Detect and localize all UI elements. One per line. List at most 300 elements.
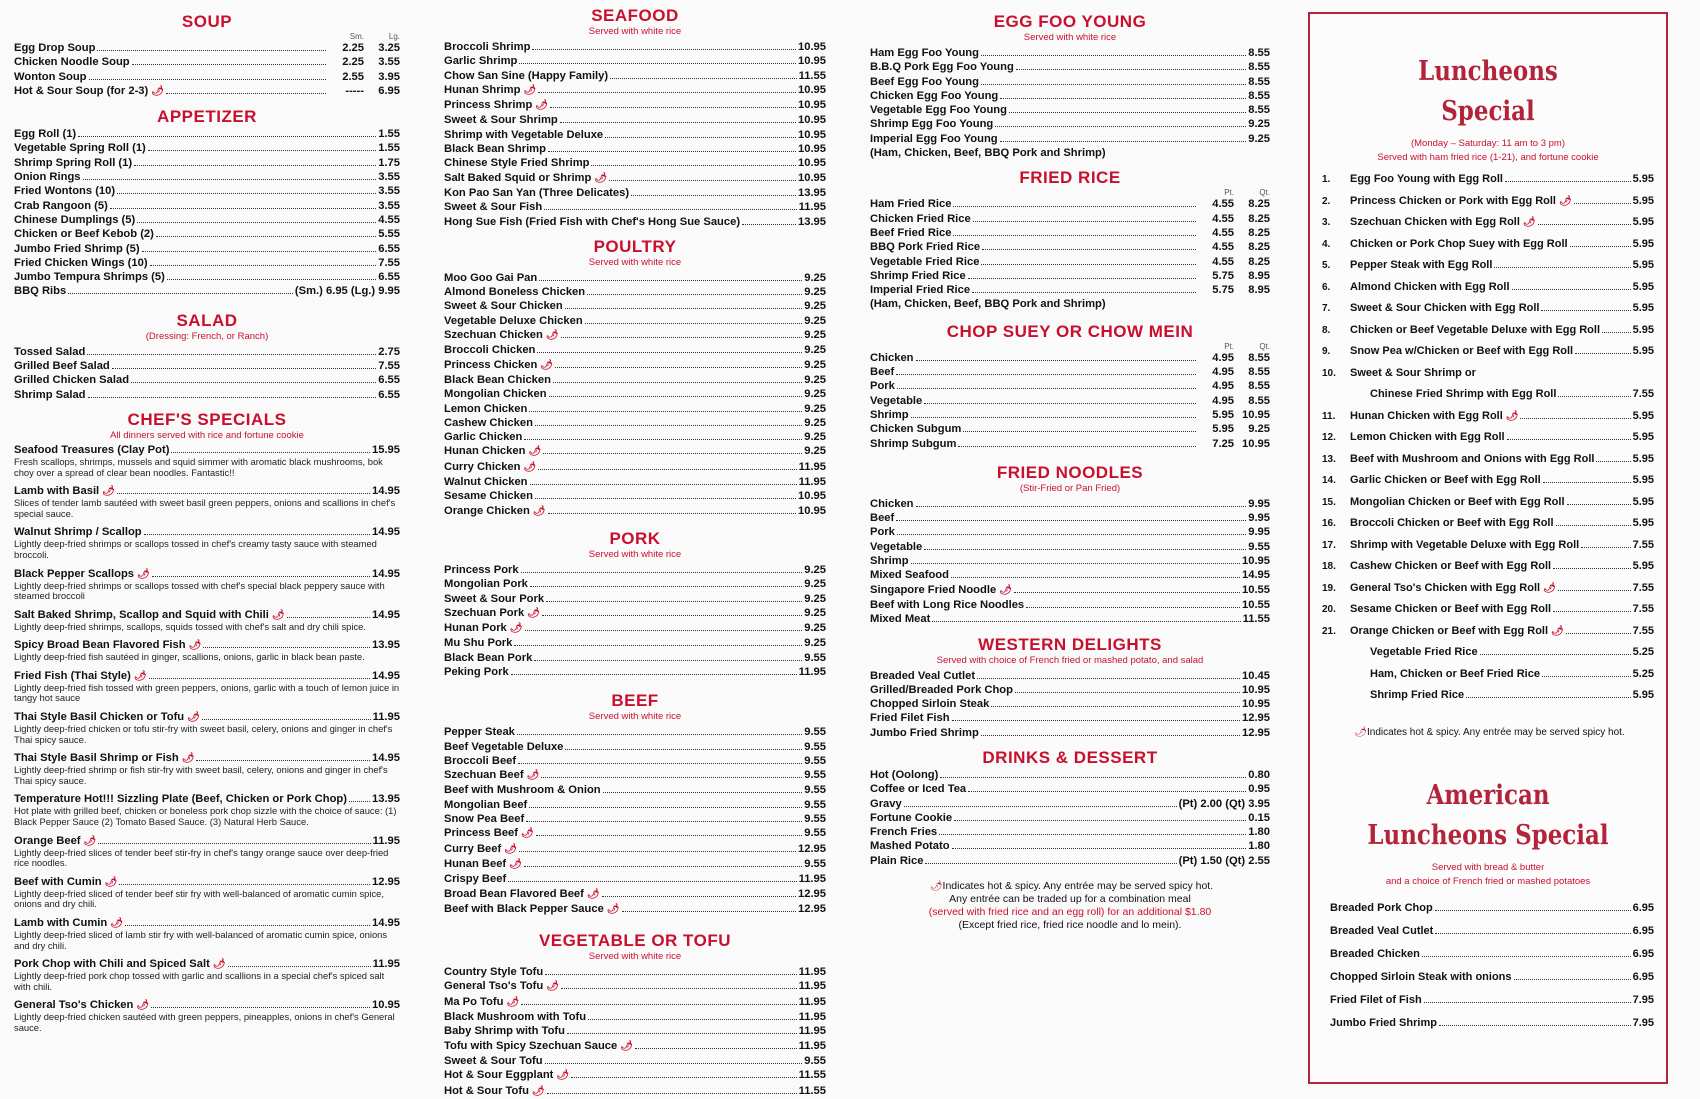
dot-leader	[567, 1033, 797, 1034]
menu-item	[870, 103, 1270, 117]
menu-item	[870, 351, 1270, 365]
dot-leader	[137, 222, 376, 223]
dot-leader	[538, 92, 796, 93]
item-name: Onion Rings	[14, 171, 81, 184]
dot-leader	[1015, 692, 1240, 693]
menu-section	[14, 311, 400, 402]
item-price: 11.95	[798, 966, 826, 979]
item-name: Shrimp	[870, 408, 909, 421]
item-name: Grilled/Breaded Pork Chop	[870, 683, 1013, 696]
menu-item	[870, 768, 1270, 782]
dot-leader	[1602, 332, 1631, 333]
chili-icon: 🌶	[136, 1000, 150, 1012]
menu-item	[444, 979, 826, 994]
item-name: Beef Vegetable Deluxe	[444, 740, 564, 753]
item-price: 4.55	[378, 213, 400, 226]
item-name: Breaded Chicken	[1330, 947, 1420, 960]
menu-item	[444, 128, 826, 142]
dot-leader	[553, 382, 802, 383]
luncheon-item	[1322, 492, 1654, 514]
item-name: Sweet & Sour Pork	[444, 592, 545, 605]
item-price: 0.95	[1248, 783, 1270, 796]
dot-leader	[83, 179, 377, 180]
item-name: Wonton Soup	[14, 70, 87, 83]
item-name: Sweet & Sour Shrimp or	[1350, 366, 1476, 379]
menu-item	[444, 768, 826, 783]
item-name: Curry Beef	[444, 842, 502, 855]
item-name: Beef with Mushroom and Onions with Egg Roll	[1350, 452, 1595, 465]
item-number: 20.	[1322, 604, 1336, 615]
item-price: 1.80	[1248, 826, 1270, 839]
chili-icon: 🌶	[188, 640, 202, 652]
item-price-large: 8.25	[1248, 241, 1270, 254]
dot-leader	[1574, 203, 1631, 204]
item-price: 8.55	[1248, 75, 1270, 88]
item-price-small: 4.55	[1212, 226, 1234, 239]
item-price: 11.55	[798, 69, 826, 82]
dot-leader	[897, 388, 1196, 389]
menu-item	[870, 697, 1270, 711]
item-price: 9.25	[804, 329, 826, 342]
item-price: 7.55	[1632, 538, 1654, 551]
dot-leader	[117, 193, 376, 194]
menu-item	[444, 40, 826, 54]
menu-item	[444, 186, 826, 200]
dot-leader	[981, 735, 1240, 736]
item-price: 1.80	[1248, 840, 1270, 853]
item-name: Grilled Chicken Salad	[14, 374, 130, 387]
item-name: Garlic Chicken	[444, 431, 523, 444]
dot-leader	[953, 206, 1196, 207]
luncheon-item	[1322, 621, 1654, 643]
dot-leader	[605, 137, 796, 138]
item-name: Broccoli Shrimp	[444, 41, 531, 53]
item-price: 11.55	[1242, 613, 1270, 626]
item-name: Shrimp Subgum	[870, 437, 957, 450]
item-price: 9.25	[804, 300, 826, 313]
chili-icon: 🌶	[586, 888, 600, 900]
menu-item	[14, 256, 400, 270]
dot-leader	[904, 806, 1177, 807]
item-name: Fried Fish (Thai Style)	[14, 669, 131, 682]
chili-icon: 🌶	[523, 84, 537, 96]
dot-leader	[78, 136, 376, 137]
luncheon-item	[1322, 277, 1654, 299]
item-name: Garlic Shrimp	[444, 55, 518, 68]
item-description: Lightly deep-fried shrimps, scallops, squids tossed with chef's salt and dry chili spice.	[14, 620, 366, 632]
dot-leader	[585, 323, 803, 324]
dot-leader	[1435, 933, 1630, 934]
dot-leader	[89, 79, 327, 80]
menu-item	[14, 670, 400, 683]
menu-item	[870, 598, 1270, 612]
size-pint: Pt.	[1224, 188, 1234, 198]
dot-leader	[535, 498, 796, 499]
item-name: Chicken	[870, 351, 914, 364]
item-name: Crispy Beef	[444, 873, 507, 886]
item-price-small: 4.95	[1212, 380, 1234, 393]
dot-leader	[981, 264, 1196, 265]
item-name: Breaded Pork Chop	[1330, 901, 1433, 914]
menu-item	[444, 783, 826, 797]
item-name: General Tso's Tofu	[444, 980, 544, 993]
item-name: Black Bean Chicken	[444, 373, 551, 386]
dot-leader	[88, 397, 377, 398]
item-name: Hot (Oolong)	[870, 768, 939, 781]
item-price: 5.95	[1632, 517, 1654, 529]
luncheon-item	[1322, 513, 1654, 535]
section-title: BEEF	[611, 691, 659, 711]
item-name: Chicken Noodle Soup	[14, 56, 130, 69]
american-sub-2: and a choice of French fried or mashed potatoes	[1385, 875, 1591, 887]
dot-leader	[924, 403, 1196, 404]
item-description: Lightly deep-fried shrimps or scallops tossed in chef's creamy tasty sauce with steamed broccoli.	[14, 538, 377, 560]
item-name: Fried Wontons (10)	[14, 185, 116, 198]
menu-item	[14, 359, 400, 373]
item-price: 9.25	[804, 445, 826, 458]
dot-leader	[1000, 141, 1247, 142]
item-name: Hunan Shrimp	[444, 83, 521, 96]
item-name: Sweet & Sour Chicken with Egg Roll	[1350, 302, 1540, 314]
item-number: 10.	[1322, 367, 1336, 379]
menu-item	[14, 876, 400, 889]
item-name: Garlic Chicken or Beef with Egg Roll	[1350, 474, 1541, 486]
item-price: 14.95	[372, 752, 400, 765]
menu-item	[444, 1010, 826, 1024]
dot-leader	[561, 337, 803, 338]
luncheon-item	[1322, 191, 1654, 213]
item-price: 12.95	[798, 902, 826, 915]
section-subtitle: (Dressing: French, or Ranch)	[145, 330, 269, 342]
dot-leader	[535, 425, 802, 426]
item-price: 11.95	[798, 995, 826, 1008]
item-name: Pepper Steak	[444, 726, 515, 739]
size-header	[14, 32, 400, 41]
item-name: Shrimp with Vegetable Deluxe with Egg Roll	[1350, 538, 1580, 551]
item-name: Black Mushroom with Tofu	[444, 1011, 587, 1024]
dot-leader	[1520, 418, 1630, 419]
menu-section	[444, 529, 826, 679]
chili-icon: 🌶	[594, 172, 608, 184]
item-name: Szechuan Chicken	[444, 329, 543, 342]
menu-section	[870, 748, 1270, 868]
item-price: 14.95	[372, 567, 400, 580]
item-name: Mongolian Chicken or Beef with Egg Roll	[1350, 495, 1565, 508]
menu-item	[444, 387, 826, 401]
item-price: 9.55	[804, 726, 826, 739]
chili-icon: 🌶	[1505, 410, 1519, 422]
american-item	[1322, 943, 1654, 966]
item-name: Sweet & Sour Fish	[444, 201, 543, 214]
size-quart: Qt.	[1259, 341, 1270, 351]
section-title: CHOP SUEY OR CHOW MEIN	[946, 321, 1194, 341]
item-price: (Sm.) 6.95 (Lg.) 9.95	[294, 285, 400, 298]
item-name: Vegetable Spring Roll (1)	[14, 142, 146, 155]
menu-item	[444, 1068, 826, 1083]
dot-leader	[555, 367, 802, 368]
dot-leader	[151, 1007, 370, 1008]
item-name: Egg Roll (1)	[14, 128, 77, 141]
menu-item	[870, 726, 1270, 740]
dot-leader	[150, 265, 377, 266]
item-price: 7.55	[378, 360, 400, 373]
item-price: 11.95	[798, 873, 826, 886]
item-price: 11.95	[798, 1011, 826, 1024]
item-name: Salt Baked Shrimp, Scallop and Squid with Chili	[14, 608, 269, 621]
item-price-small: 4.55	[1212, 255, 1234, 268]
item-price: 9.55	[804, 827, 826, 840]
dot-leader	[287, 617, 370, 618]
item-name: Broccoli Chicken	[444, 344, 536, 357]
menu-item	[444, 489, 826, 503]
item-name: Kon Pao San Yan (Three Delicates)	[444, 186, 630, 199]
item-name: Mongolian Pork	[444, 578, 528, 591]
item-price: 6.55	[378, 374, 400, 387]
menu-item	[870, 365, 1270, 379]
dot-leader	[545, 974, 796, 975]
item-name: General Tso's Chicken	[14, 999, 134, 1012]
item-price: 3.55	[378, 171, 400, 184]
dot-leader	[916, 360, 1196, 361]
menu-item	[444, 965, 826, 979]
dot-leader	[603, 792, 803, 793]
menu-item	[444, 373, 826, 387]
item-description: Lightly deep-fried sliced of tender beef stir fry with well-balanced of aromatic cumin spice, onions and dry chili.	[14, 887, 384, 910]
dot-leader	[924, 549, 1246, 550]
menu-item	[870, 226, 1270, 240]
item-name: Curry Chicken	[444, 460, 521, 473]
menu-item	[14, 373, 400, 387]
chili-icon: 🌶	[151, 85, 164, 97]
size-large: Lg.	[388, 32, 400, 41]
item-name: Lemon Chicken	[444, 402, 528, 415]
item-name: Chicken	[870, 497, 914, 510]
item-price: 0.80	[1248, 768, 1270, 781]
chili-icon: 🌶	[1543, 582, 1556, 594]
menu-item	[14, 127, 400, 141]
chili-icon: 🌶	[528, 446, 542, 458]
menu-item	[444, 69, 826, 83]
item-price: 5.95	[1632, 216, 1654, 228]
menu-item	[14, 70, 400, 84]
item-name: Ham Fried Rice	[870, 198, 952, 211]
section-subtitle: All dinners served with rice and fortune cookie	[110, 429, 304, 441]
item-price: 9.55	[804, 740, 826, 753]
item-name: French Fries	[870, 826, 938, 839]
item-name: Mashed Potato	[870, 840, 950, 853]
chili-icon: 🌶	[545, 330, 559, 342]
menu-item	[444, 98, 826, 113]
footer-line-1	[870, 880, 1270, 893]
menu-column-2	[444, 8, 826, 1099]
menu-item	[444, 215, 826, 229]
menu-column-3	[870, 8, 1270, 932]
item-name: Vegetable Deluxe Chicken	[444, 314, 583, 327]
item-price: 11.95	[798, 460, 826, 473]
menu-section	[870, 12, 1270, 160]
menu-item	[444, 444, 826, 459]
menu-item	[870, 437, 1270, 451]
chili-icon: 🌶	[1354, 726, 1367, 738]
luncheon-item	[1322, 406, 1654, 428]
item-name: Gravy	[870, 797, 902, 810]
item-price: 15.95	[372, 443, 400, 456]
menu-item	[870, 240, 1270, 254]
item-price: 9.55	[804, 857, 826, 870]
dot-leader	[1009, 112, 1246, 113]
menu-item	[444, 842, 826, 857]
item-name: Pork	[870, 380, 895, 393]
luncheon-extra	[1322, 642, 1654, 664]
item-price: 6.55	[378, 271, 400, 284]
menu-item	[870, 854, 1270, 868]
dot-leader	[539, 280, 802, 281]
dot-leader	[142, 251, 377, 252]
item-price: 11.95	[798, 201, 826, 214]
item-name: Fried Chicken Wings (10)	[14, 256, 148, 269]
dot-leader	[1570, 246, 1631, 247]
item-name: Beef	[870, 366, 895, 379]
item-price: 9.25	[804, 416, 826, 429]
item-name: Lamb with Basil	[14, 485, 100, 498]
dot-leader	[916, 506, 1247, 507]
menu-item	[870, 255, 1270, 269]
section-subtitle: (Stir-Fried or Pan Fried)	[1019, 482, 1121, 494]
dot-leader	[521, 572, 803, 573]
luncheon-item	[1322, 341, 1654, 363]
luncheon-item	[1322, 470, 1654, 492]
chili-icon: 🌶	[509, 858, 522, 870]
menu-item	[870, 525, 1270, 539]
dot-leader	[97, 50, 326, 51]
menu-item	[14, 184, 400, 198]
item-name: Lemon Chicken with Egg Roll	[1350, 431, 1505, 443]
item-number: 4.	[1322, 238, 1331, 250]
dot-leader	[110, 208, 376, 209]
item-description: Lightly deep-fried fish sautéed in ginger, scallions, onions, garlic in black bean paste.	[14, 651, 365, 663]
item-price: 10.95	[798, 83, 826, 96]
item-name: Beef with Cumin	[14, 875, 102, 888]
item-price: 9.25	[804, 358, 826, 371]
menu-item	[444, 665, 826, 679]
chili-icon: 🌶	[521, 828, 534, 840]
dot-leader	[610, 78, 797, 79]
item-price: 9.25	[1248, 132, 1270, 145]
menu-item	[444, 142, 826, 156]
item-price: 5.95	[1632, 345, 1654, 357]
item-price: 8.55	[1248, 47, 1270, 59]
dot-leader	[144, 534, 370, 535]
item-name: Hunan Pork	[444, 622, 507, 635]
item-description: Lightly deep-fried fish tossed with green peppers, onions, garlic with a touch of lemon juice in tangy hot sauce	[14, 681, 400, 704]
menu-item	[444, 113, 826, 127]
item-description: Lightly deep-fried shrimp or fish stir-fry with sweet basil, celery, onions and ginger in chef's Thai spicy sauce.	[14, 764, 388, 786]
dot-leader	[602, 896, 796, 897]
menu-item	[444, 592, 826, 606]
item-number: 3.	[1322, 217, 1331, 228]
item-price-small: 2.25	[342, 56, 364, 69]
american-item	[1322, 1012, 1654, 1035]
item-name: Jumbo Tempura Shrimps (5)	[14, 271, 165, 284]
item-name: Beef with Black Pepper Sauce	[444, 902, 604, 915]
item-price-large: 3.25	[378, 42, 400, 54]
chili-icon: 🌶	[110, 918, 123, 929]
dot-leader	[549, 396, 803, 397]
luncheon-item	[1322, 427, 1654, 449]
item-name: Chopped Sirloin Steak	[870, 698, 990, 711]
section-subtitle: Served with white rice	[1023, 32, 1117, 43]
menu-item	[870, 269, 1270, 283]
dot-leader	[514, 645, 802, 646]
dot-leader	[897, 534, 1246, 535]
dot-leader	[68, 293, 293, 294]
item-price: 11.95	[372, 711, 400, 724]
menu-item	[444, 156, 826, 170]
item-number: 7.	[1322, 303, 1331, 314]
item-price: 8.55	[1248, 104, 1270, 117]
item-name: Mixed Meat	[870, 613, 931, 626]
size-quart: Qt.	[1259, 188, 1270, 198]
dot-leader	[1581, 547, 1630, 548]
dot-leader	[1558, 396, 1630, 397]
size-header	[870, 342, 1270, 351]
dot-leader	[565, 749, 802, 750]
menu-item	[444, 328, 826, 343]
item-price: 5.95	[1632, 409, 1654, 422]
dot-leader	[548, 513, 797, 514]
item-name: Shrimp Salad	[14, 388, 86, 401]
menu-item	[870, 782, 1270, 796]
chili-icon: 🌶	[532, 505, 546, 517]
item-name: Mongolian Beef	[444, 798, 528, 811]
section-title: EGG FOO YOUNG	[993, 12, 1147, 31]
item-name: Black Bean Pork	[444, 651, 533, 664]
chili-icon: 🌶	[999, 584, 1012, 596]
item-name: Almond Chicken with Egg Roll	[1350, 280, 1510, 293]
luncheon-item	[1322, 384, 1654, 406]
item-name: Jumbo Fried Shrimp	[1330, 1016, 1437, 1029]
menu-item	[14, 242, 400, 256]
dot-leader	[991, 706, 1240, 707]
chili-icon: 🌶	[540, 359, 553, 371]
dot-leader	[508, 881, 796, 882]
item-name: Seafood Treasures (Clay Pot)	[14, 443, 170, 456]
item-number: 21.	[1322, 625, 1336, 637]
item-name: Grilled Beef Salad	[14, 360, 110, 373]
item-name: Shrimp Egg Foo Young	[870, 118, 994, 131]
item-price: 12.95	[798, 842, 826, 855]
item-name: Snow Pea Beef	[444, 813, 525, 826]
dot-leader	[982, 249, 1196, 250]
item-price: 10.95	[372, 999, 400, 1012]
item-name: Ham, Chicken or Beef Fried Rice	[1370, 667, 1540, 680]
dot-leader	[953, 235, 1196, 236]
luncheon-item	[1322, 234, 1654, 256]
item-name: Hunan Chicken with Egg Roll	[1350, 409, 1503, 422]
item-name: Szechuan Beef	[444, 769, 524, 782]
dot-leader	[968, 278, 1196, 279]
footer-text: Indicates hot & spicy. Any entrée may be served spicy hot.	[942, 880, 1214, 893]
size-small: Sm.	[349, 32, 364, 41]
menu-item	[444, 740, 826, 754]
item-name: Fried Filet Fish	[870, 712, 950, 725]
luncheon-extra	[1322, 685, 1654, 707]
item-price: 10.55	[1242, 583, 1270, 596]
dot-leader	[1512, 289, 1631, 290]
dot-leader	[560, 122, 796, 123]
dot-leader	[544, 209, 796, 210]
item-price: 10.95	[798, 143, 826, 156]
